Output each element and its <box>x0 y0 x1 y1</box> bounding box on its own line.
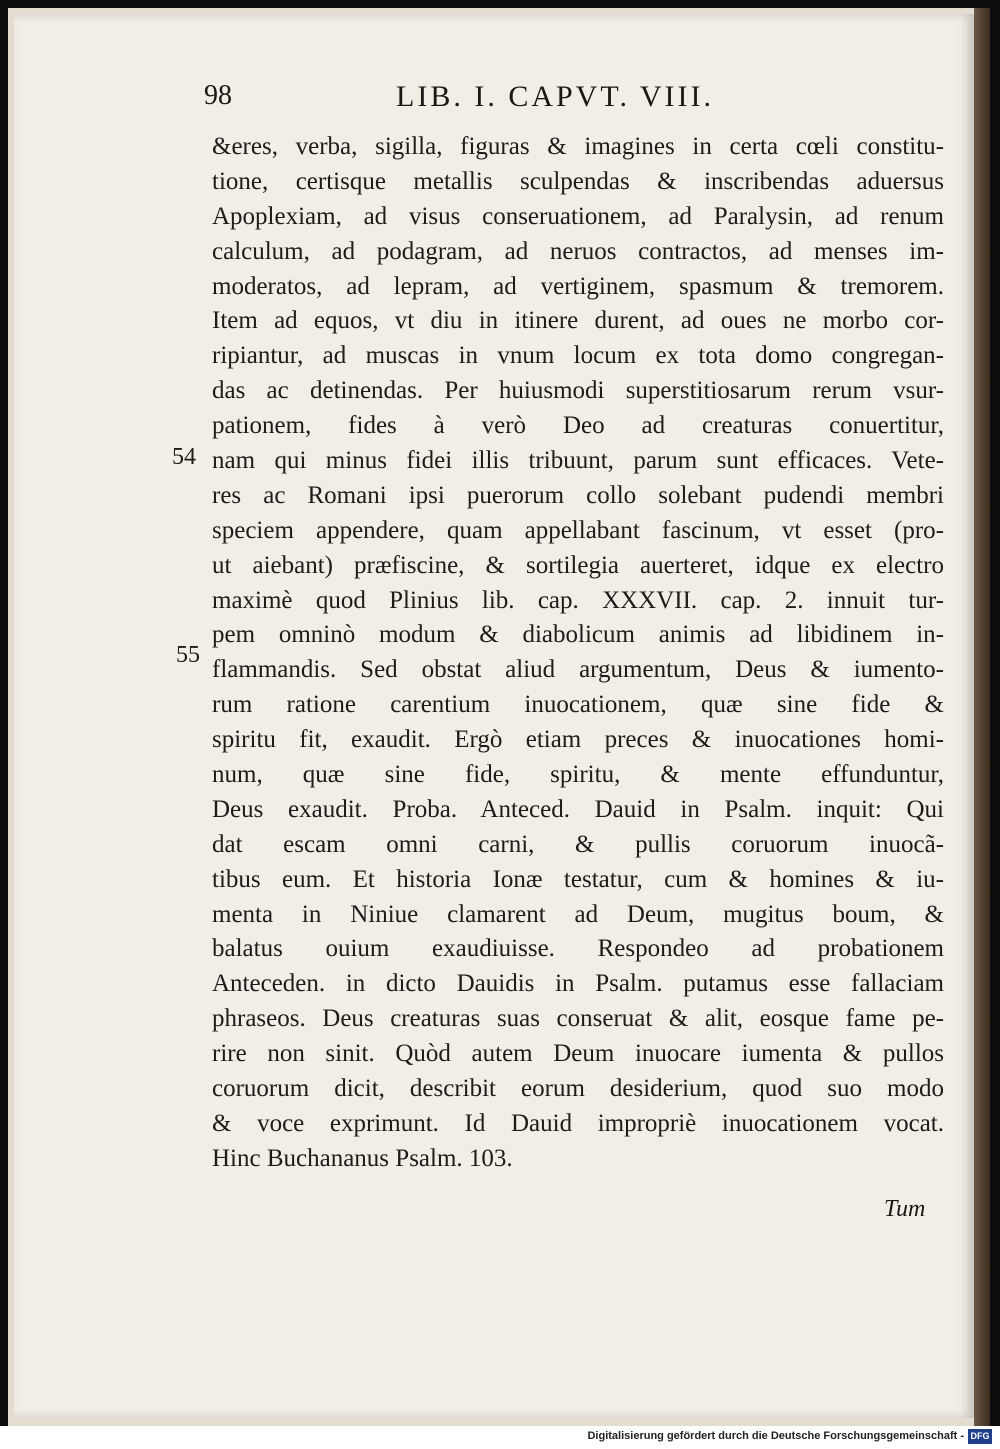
catchword: Tum <box>884 1196 926 1222</box>
text-line: ut aiebant) præfiscine, & sortilegia auerteret, idque ex electro <box>212 551 944 579</box>
text-line: coruorum dicit, describit eorum desiderium, quod suo modo <box>212 1075 944 1103</box>
text-line: spiritu fit, exaudit. Ergò etiam preces & inuocationes homi- <box>212 726 944 754</box>
funding-notice: Digitalisierung gefördert durch die Deutsche Forschungsgemeinschaft - <box>587 1430 964 1442</box>
text-line: & voce exprimunt. Id Dauid impropriè inuocationem vocat. <box>212 1109 944 1137</box>
chapter-heading: LIB. I. CAPVT. VIII. <box>396 80 715 113</box>
text-line: Deus exaudit. Proba. Anteced. Dauid in Psalm. inquit: Qui <box>212 795 944 823</box>
text-line: dat escam omni carni, & pullis coruorum inuocã- <box>212 830 944 858</box>
page-number: 98 <box>204 80 232 111</box>
text-line: nam qui minus fidei illis tribuunt, parum sunt efficaces. Vete- <box>212 447 944 475</box>
text-line: Item ad equos, vt diu in itinere durent, ad oues ne morbo cor- <box>212 307 944 335</box>
text-line: flammandis. Sed obstat aliud argumentum, Deus & iumento- <box>212 656 944 684</box>
marginal-number: 55 <box>176 642 200 668</box>
text-line: num, quæ sine fide, spiritu, & mente effunduntur, <box>212 761 944 789</box>
body-text <box>212 130 944 1177</box>
text-line: Apoplexiam, ad visus conseruationem, ad Paralysin, ad renum <box>212 202 944 230</box>
text-line: menta in Niniue clamarent ad Deum, mugitus boum, & <box>212 900 944 928</box>
text-line: balatus ouium exaudiuisse. Respondeo ad probationem <box>212 935 944 963</box>
text-line: pem omninò modum & diabolicum animis ad libidinem in- <box>212 621 944 649</box>
text-line: moderatos, ad lepram, ad vertiginem, spasmum & tremorem. <box>212 272 944 300</box>
book-spine-edge <box>974 8 990 1426</box>
footer-bar <box>0 1426 1000 1449</box>
text-line: pationem, fides à verò Deo ad creaturas conuertitur, <box>212 412 944 440</box>
text-line: das ac detinendas. Per huiusmodi superstitiosarum rerum vsur- <box>212 377 944 405</box>
text-line: &eres, verba, sigilla, figuras & imagines in certa cœli constitu- <box>212 133 944 160</box>
text-line: ripiantur, ad muscas in vnum locum ex tota domo congregan- <box>212 342 944 370</box>
marginal-number: 54 <box>172 444 196 470</box>
text-line: Hinc Buchananus Psalm. 103. <box>212 1144 513 1172</box>
text-line: rum ratione carentium inuocationem, quæ sine fide & <box>212 691 944 719</box>
text-line: tione, certisque metallis sculpendas & inscribendas aduersus <box>212 167 944 195</box>
dfg-logo-icon: DFG <box>968 1429 992 1444</box>
text-line: calculum, ad podagram, ad neruos contractos, ad menses im- <box>212 237 944 265</box>
text-line: Anteceden. in dicto Dauidis in Psalm. putamus esse fallaciam <box>212 970 944 998</box>
running-head <box>0 80 1000 120</box>
text-line: phraseos. Deus creaturas suas conseruat & alit, eosque fame pe- <box>212 1005 944 1033</box>
text-line: rire non sinit. Quòd autem Deum inuocare iumenta & pullos <box>212 1040 944 1068</box>
text-line: maximè quod Plinius lib. cap. XXXVII. cap. 2. innuit tur- <box>212 586 944 614</box>
text-line: res ac Romani ipsi puerorum collo solebant pudendi membri <box>212 481 944 509</box>
text-line: tibus eum. Et historia Ionæ testatur, cum & homines & iu- <box>212 865 944 893</box>
text-line: speciem appendere, quam appellabant fascinum, vt esset (pro- <box>212 516 944 544</box>
